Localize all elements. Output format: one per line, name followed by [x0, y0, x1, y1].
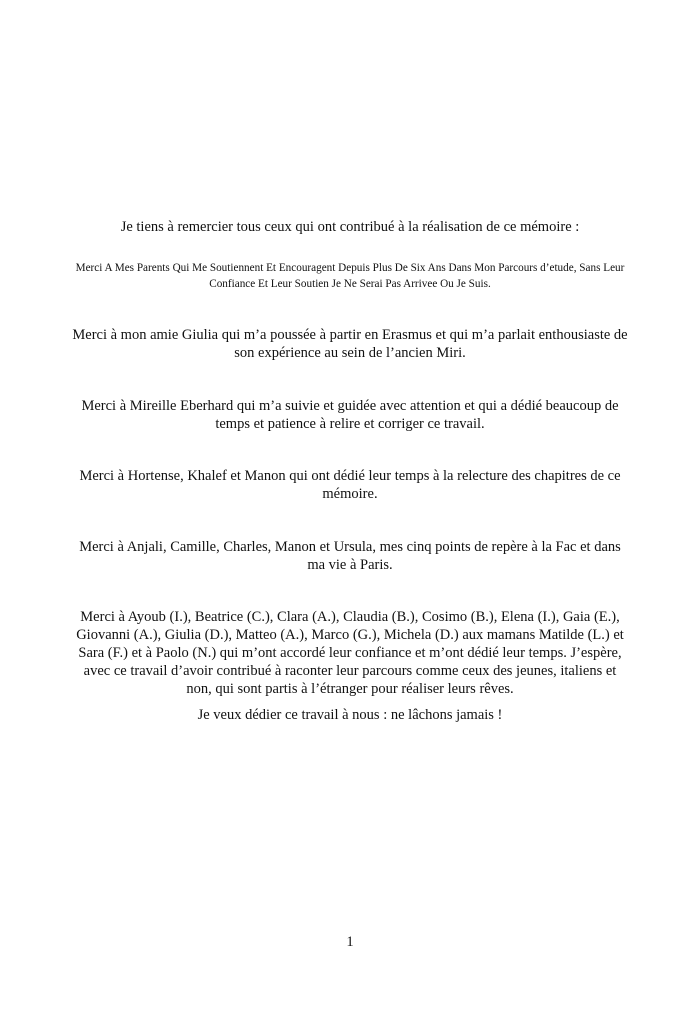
parents-thanks-text: Merci A Mes Parents Qui Me Soutiennent Et Encouragent Depuis Plus De Six Ans Dans Mon Parcours d’etude, Sans Leur Confiance Et Leur Soutien Je Ne Serai Pas Arrivee Ou Je Suis.	[75, 262, 625, 290]
thanks-paragraph-friends: Merci à Anjali, Camille, Charles, Manon et Ursula, mes cinq points de repère à la Fac et dans ma vie à Paris.	[79, 539, 621, 573]
thanks-paragraph-mireille: Merci à Mireille Eberhard qui m’a suivie et guidée avec attention et qui a dédié beaucoup de temps et patience à relire et corriger ce travail.	[81, 398, 619, 432]
closing-dedication: Je veux dédier ce travail à nous : ne lâchons jamais !	[197, 707, 503, 723]
page-number: 1	[346, 934, 354, 950]
thanks-paragraph-giulia: Merci à mon amie Giulia qui m’a poussée à partir en Erasmus et qui m’a parlait enthousiaste de son expérience au sein de l’ancien Miri.	[72, 327, 628, 361]
thanks-paragraph-readers: Merci à Hortense, Khalef et Manon qui ont dédié leur temps à la relecture des chapitres de ce mémoire.	[79, 468, 621, 502]
thanks-paragraph-participants: Merci à Ayoub (I.), Beatrice (C.), Clara (A.), Claudia (B.), Cosimo (B.), Elena (I.), Gaia (E.), Giovanni (A.), Giulia (D.), Matteo (A.), Marco (G.), Michela (D.) aux mamans Matilde (L.) et Sara (F.) et à Paolo (N.) qui m’ont accordé leur confiance et m’ont dédié leur temps. J’espère, avec ce travail d’avoir contribué à raconter leur parcours comme ceux des jeunes, italiens et non, qui sont partis à l’étranger pour réaliser leurs rêves.	[76, 609, 624, 697]
intro-text: Je tiens à remercier tous ceux qui ont contribué à la réalisation de ce mémoire :	[120, 219, 580, 235]
